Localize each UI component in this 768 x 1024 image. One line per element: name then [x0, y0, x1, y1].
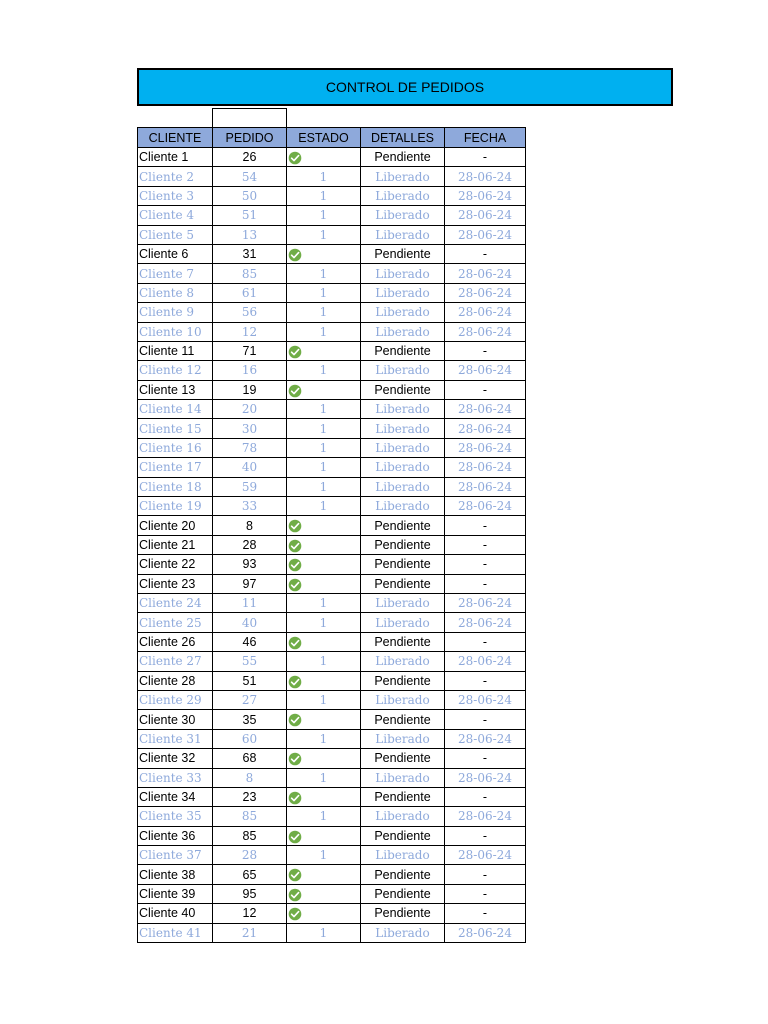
table-row: [138, 497, 526, 516]
cell-pedido[interactable]: 16: [213, 361, 287, 380]
gap-line-top: [212, 108, 287, 109]
table-row: [138, 613, 526, 632]
cell-detalles[interactable]: Pendiente: [361, 904, 445, 923]
cell-pedido[interactable]: 85: [213, 807, 287, 826]
cell-pedido[interactable]: 30: [213, 419, 287, 438]
cell-fecha[interactable]: 28-06-24: [445, 264, 526, 283]
gap-line-right: [286, 108, 287, 127]
cell-fecha[interactable]: 28-06-24: [445, 613, 526, 632]
cell-detalles[interactable]: Pendiente: [361, 865, 445, 884]
header-detalles[interactable]: DETALLES: [361, 128, 445, 148]
cell-estado[interactable]: [287, 244, 361, 263]
cell-cliente[interactable]: Cliente 40: [138, 904, 213, 923]
table-row: [138, 884, 526, 903]
table-row: [138, 632, 526, 651]
cell-fecha[interactable]: 28-06-24: [445, 283, 526, 302]
cell-estado[interactable]: [287, 884, 361, 903]
check-circle-icon: [288, 519, 302, 533]
cell-cliente[interactable]: Cliente 9: [138, 303, 213, 322]
cell-estado[interactable]: 1: [287, 264, 361, 283]
cell-estado[interactable]: 1: [287, 846, 361, 865]
cell-detalles[interactable]: Pendiente: [361, 341, 445, 360]
cell-pedido[interactable]: 56: [213, 303, 287, 322]
cell-estado[interactable]: [287, 865, 361, 884]
cell-fecha[interactable]: -: [445, 535, 526, 554]
cell-estado[interactable]: 1: [287, 690, 361, 709]
cell-fecha[interactable]: 28-06-24: [445, 206, 526, 225]
cell-pedido[interactable]: 19: [213, 380, 287, 399]
cell-estado[interactable]: 1: [287, 729, 361, 748]
table-body: [138, 148, 526, 943]
table-row: [138, 904, 526, 923]
table-row: [138, 477, 526, 496]
cell-estado[interactable]: 1: [287, 593, 361, 612]
table-row: [138, 206, 526, 225]
cell-pedido[interactable]: 68: [213, 749, 287, 768]
cell-cliente[interactable]: Cliente 35: [138, 807, 213, 826]
header-cliente[interactable]: CLIENTE: [138, 128, 213, 148]
table-row: [138, 244, 526, 263]
cell-fecha[interactable]: 28-06-24: [445, 768, 526, 787]
check-circle-icon: [288, 558, 302, 572]
cell-detalles[interactable]: Pendiente: [361, 555, 445, 574]
cell-fecha[interactable]: 28-06-24: [445, 652, 526, 671]
cell-fecha[interactable]: 28-06-24: [445, 303, 526, 322]
cell-fecha[interactable]: 28-06-24: [445, 186, 526, 205]
cell-pedido[interactable]: 27: [213, 690, 287, 709]
table-row: [138, 264, 526, 283]
cell-pedido[interactable]: 93: [213, 555, 287, 574]
cell-estado[interactable]: [287, 341, 361, 360]
table-row: [138, 225, 526, 244]
cell-detalles[interactable]: Liberado: [361, 613, 445, 632]
cell-cliente[interactable]: Cliente 29: [138, 690, 213, 709]
cell-estado[interactable]: 1: [287, 477, 361, 496]
cell-fecha[interactable]: -: [445, 632, 526, 651]
cell-detalles[interactable]: Pendiente: [361, 671, 445, 690]
cell-cliente[interactable]: Cliente 13: [138, 380, 213, 399]
table-row: [138, 380, 526, 399]
cell-estado[interactable]: 1: [287, 303, 361, 322]
sheet-title: [137, 68, 673, 106]
table-row: [138, 458, 526, 477]
cell-detalles[interactable]: Liberado: [361, 400, 445, 419]
cell-pedido[interactable]: 51: [213, 206, 287, 225]
cell-estado[interactable]: 1: [287, 458, 361, 477]
table-row: [138, 419, 526, 438]
cell-fecha[interactable]: 28-06-24: [445, 458, 526, 477]
cell-cliente[interactable]: Cliente 1: [138, 148, 213, 167]
header-estado[interactable]: ESTADO: [287, 128, 361, 148]
cell-cliente[interactable]: Cliente 15: [138, 419, 213, 438]
cell-estado[interactable]: 1: [287, 652, 361, 671]
cell-pedido[interactable]: 21: [213, 923, 287, 942]
cell-estado[interactable]: [287, 516, 361, 535]
cell-detalles[interactable]: Liberado: [361, 167, 445, 186]
cell-estado[interactable]: 1: [287, 186, 361, 205]
cell-cliente[interactable]: Cliente 27: [138, 652, 213, 671]
cell-pedido[interactable]: 8: [213, 516, 287, 535]
table-row: [138, 167, 526, 186]
cell-cliente[interactable]: Cliente 12: [138, 361, 213, 380]
cell-cliente[interactable]: Cliente 33: [138, 768, 213, 787]
cell-detalles[interactable]: Pendiente: [361, 380, 445, 399]
cell-detalles[interactable]: Liberado: [361, 225, 445, 244]
cell-estado[interactable]: [287, 148, 361, 167]
cell-detalles[interactable]: Liberado: [361, 438, 445, 457]
check-circle-icon: [288, 791, 302, 805]
cell-fecha[interactable]: -: [445, 710, 526, 729]
cell-pedido[interactable]: 60: [213, 729, 287, 748]
cell-pedido[interactable]: 40: [213, 613, 287, 632]
cell-detalles[interactable]: Liberado: [361, 807, 445, 826]
cell-cliente[interactable]: Cliente 38: [138, 865, 213, 884]
cell-estado[interactable]: [287, 904, 361, 923]
check-circle-icon: [288, 888, 302, 902]
column-header-row: [138, 128, 526, 148]
cell-fecha[interactable]: -: [445, 865, 526, 884]
cell-pedido[interactable]: 28: [213, 846, 287, 865]
cell-fecha[interactable]: -: [445, 671, 526, 690]
cell-detalles[interactable]: Pendiente: [361, 710, 445, 729]
cell-fecha[interactable]: -: [445, 244, 526, 263]
check-circle-icon: [288, 151, 302, 165]
cell-detalles[interactable]: Pendiente: [361, 632, 445, 651]
cell-estado[interactable]: 1: [287, 225, 361, 244]
cell-pedido[interactable]: 95: [213, 884, 287, 903]
check-circle-icon: [288, 713, 302, 727]
table-row: [138, 807, 526, 826]
cell-detalles[interactable]: Pendiente: [361, 749, 445, 768]
cell-fecha[interactable]: 28-06-24: [445, 497, 526, 516]
cell-detalles[interactable]: Liberado: [361, 186, 445, 205]
cell-cliente[interactable]: Cliente 24: [138, 593, 213, 612]
cell-pedido[interactable]: 33: [213, 497, 287, 516]
cell-fecha[interactable]: 28-06-24: [445, 225, 526, 244]
cell-fecha[interactable]: 28-06-24: [445, 846, 526, 865]
cell-estado[interactable]: [287, 535, 361, 554]
cell-cliente[interactable]: Cliente 17: [138, 458, 213, 477]
cell-detalles[interactable]: Liberado: [361, 497, 445, 516]
cell-pedido[interactable]: 31: [213, 244, 287, 263]
cell-estado[interactable]: 1: [287, 497, 361, 516]
cell-pedido[interactable]: 11: [213, 593, 287, 612]
table-row: [138, 923, 526, 942]
cell-estado[interactable]: [287, 710, 361, 729]
cell-detalles[interactable]: Liberado: [361, 768, 445, 787]
table-row: [138, 555, 526, 574]
cell-pedido[interactable]: 28: [213, 535, 287, 554]
cell-cliente[interactable]: Cliente 18: [138, 477, 213, 496]
cell-pedido[interactable]: 59: [213, 477, 287, 496]
cell-cliente[interactable]: Cliente 41: [138, 923, 213, 942]
cell-fecha[interactable]: 28-06-24: [445, 322, 526, 341]
cell-cliente[interactable]: Cliente 31: [138, 729, 213, 748]
cell-detalles[interactable]: Liberado: [361, 303, 445, 322]
cell-pedido[interactable]: 26: [213, 148, 287, 167]
cell-estado[interactable]: 1: [287, 438, 361, 457]
cell-detalles[interactable]: Liberado: [361, 322, 445, 341]
cell-pedido[interactable]: 23: [213, 787, 287, 806]
cell-cliente[interactable]: Cliente 20: [138, 516, 213, 535]
table-row: [138, 749, 526, 768]
cell-pedido[interactable]: 35: [213, 710, 287, 729]
cell-estado[interactable]: 1: [287, 322, 361, 341]
header-gap-lines: [0, 0, 768, 130]
cell-pedido[interactable]: 51: [213, 671, 287, 690]
cell-cliente[interactable]: Cliente 14: [138, 400, 213, 419]
cell-detalles[interactable]: Pendiente: [361, 516, 445, 535]
cell-pedido[interactable]: 20: [213, 400, 287, 419]
cell-detalles[interactable]: Pendiente: [361, 884, 445, 903]
cell-fecha[interactable]: -: [445, 574, 526, 593]
cell-fecha[interactable]: -: [445, 380, 526, 399]
cell-detalles[interactable]: Liberado: [361, 652, 445, 671]
cell-pedido[interactable]: 55: [213, 652, 287, 671]
cell-fecha[interactable]: -: [445, 555, 526, 574]
cell-cliente[interactable]: Cliente 5: [138, 225, 213, 244]
cell-cliente[interactable]: Cliente 22: [138, 555, 213, 574]
cell-estado[interactable]: 1: [287, 400, 361, 419]
cell-cliente[interactable]: Cliente 28: [138, 671, 213, 690]
table-row: [138, 671, 526, 690]
cell-fecha[interactable]: 28-06-24: [445, 923, 526, 942]
cell-estado[interactable]: 1: [287, 923, 361, 942]
cell-estado[interactable]: [287, 632, 361, 651]
cell-estado[interactable]: [287, 555, 361, 574]
cell-cliente[interactable]: Cliente 30: [138, 710, 213, 729]
cell-cliente[interactable]: Cliente 39: [138, 884, 213, 903]
cell-estado[interactable]: [287, 787, 361, 806]
cell-pedido[interactable]: 54: [213, 167, 287, 186]
cell-detalles[interactable]: Pendiente: [361, 826, 445, 845]
cell-pedido[interactable]: 85: [213, 826, 287, 845]
cell-cliente[interactable]: Cliente 23: [138, 574, 213, 593]
cell-pedido[interactable]: 65: [213, 865, 287, 884]
cell-estado[interactable]: 1: [287, 613, 361, 632]
cell-fecha[interactable]: -: [445, 148, 526, 167]
cell-cliente[interactable]: Cliente 16: [138, 438, 213, 457]
header-fecha[interactable]: FECHA: [445, 128, 526, 148]
table-row: [138, 710, 526, 729]
cell-estado[interactable]: 1: [287, 167, 361, 186]
cell-fecha[interactable]: 28-06-24: [445, 438, 526, 457]
table-row: [138, 322, 526, 341]
cell-pedido[interactable]: 40: [213, 458, 287, 477]
cell-pedido[interactable]: 12: [213, 322, 287, 341]
cell-estado[interactable]: [287, 826, 361, 845]
cell-cliente[interactable]: Cliente 3: [138, 186, 213, 205]
cell-cliente[interactable]: Cliente 21: [138, 535, 213, 554]
cell-cliente[interactable]: Cliente 7: [138, 264, 213, 283]
cell-cliente[interactable]: Cliente 25: [138, 613, 213, 632]
cell-cliente[interactable]: Cliente 8: [138, 283, 213, 302]
cell-pedido[interactable]: 50: [213, 186, 287, 205]
cell-fecha[interactable]: -: [445, 749, 526, 768]
table-row: [138, 593, 526, 612]
check-circle-icon: [288, 578, 302, 592]
cell-fecha[interactable]: -: [445, 341, 526, 360]
header-pedido[interactable]: PEDIDO: [213, 128, 287, 148]
cell-fecha[interactable]: 28-06-24: [445, 593, 526, 612]
cell-cliente[interactable]: Cliente 32: [138, 749, 213, 768]
cell-estado[interactable]: 1: [287, 206, 361, 225]
cell-pedido[interactable]: 13: [213, 225, 287, 244]
check-circle-icon: [288, 539, 302, 553]
cell-fecha[interactable]: -: [445, 826, 526, 845]
check-circle-icon: [288, 830, 302, 844]
cell-cliente[interactable]: Cliente 6: [138, 244, 213, 263]
cell-estado[interactable]: [287, 749, 361, 768]
cell-cliente[interactable]: Cliente 4: [138, 206, 213, 225]
check-circle-icon: [288, 907, 302, 921]
table-row: [138, 768, 526, 787]
cell-estado[interactable]: 1: [287, 283, 361, 302]
cell-cliente[interactable]: Cliente 26: [138, 632, 213, 651]
cell-pedido[interactable]: 85: [213, 264, 287, 283]
cell-detalles[interactable]: Liberado: [361, 690, 445, 709]
cell-pedido[interactable]: 97: [213, 574, 287, 593]
table-row: [138, 574, 526, 593]
cell-fecha[interactable]: -: [445, 904, 526, 923]
cell-pedido[interactable]: 8: [213, 768, 287, 787]
cell-fecha[interactable]: -: [445, 884, 526, 903]
cell-detalles[interactable]: Pendiente: [361, 535, 445, 554]
cell-pedido[interactable]: 12: [213, 904, 287, 923]
cell-detalles[interactable]: Liberado: [361, 264, 445, 283]
table-row: [138, 826, 526, 845]
cell-fecha[interactable]: -: [445, 787, 526, 806]
cell-estado[interactable]: 1: [287, 419, 361, 438]
cell-cliente[interactable]: Cliente 34: [138, 787, 213, 806]
cell-cliente[interactable]: Cliente 19: [138, 497, 213, 516]
cell-detalles[interactable]: Pendiente: [361, 148, 445, 167]
table-row: [138, 516, 526, 535]
table-row: [138, 303, 526, 322]
table-row: [138, 361, 526, 380]
cell-detalles[interactable]: Liberado: [361, 419, 445, 438]
cell-fecha[interactable]: 28-06-24: [445, 419, 526, 438]
cell-cliente[interactable]: Cliente 10: [138, 322, 213, 341]
cell-pedido[interactable]: 71: [213, 341, 287, 360]
cell-estado[interactable]: 1: [287, 768, 361, 787]
cell-detalles[interactable]: Liberado: [361, 206, 445, 225]
cell-detalles[interactable]: Liberado: [361, 923, 445, 942]
cell-detalles[interactable]: Liberado: [361, 846, 445, 865]
cell-detalles[interactable]: Liberado: [361, 477, 445, 496]
orders-table: [137, 127, 526, 943]
title-text: CONTROL DE PEDIDOS: [325, 79, 485, 95]
cell-fecha[interactable]: 28-06-24: [445, 807, 526, 826]
table-row: [138, 535, 526, 554]
check-circle-icon: [288, 868, 302, 882]
cell-estado[interactable]: [287, 574, 361, 593]
cell-detalles[interactable]: Pendiente: [361, 244, 445, 263]
cell-detalles[interactable]: Liberado: [361, 729, 445, 748]
check-circle-icon: [288, 636, 302, 650]
table-row: [138, 283, 526, 302]
check-circle-icon: [288, 752, 302, 766]
cell-detalles[interactable]: Liberado: [361, 458, 445, 477]
cell-fecha[interactable]: 28-06-24: [445, 167, 526, 186]
cell-fecha[interactable]: 28-06-24: [445, 361, 526, 380]
cell-detalles[interactable]: Liberado: [361, 283, 445, 302]
cell-fecha[interactable]: 28-06-24: [445, 400, 526, 419]
table-row: [138, 400, 526, 419]
cell-detalles[interactable]: Liberado: [361, 361, 445, 380]
table-row: [138, 341, 526, 360]
cell-detalles[interactable]: Liberado: [361, 593, 445, 612]
table-row: [138, 787, 526, 806]
cell-estado[interactable]: 1: [287, 807, 361, 826]
cell-pedido[interactable]: 78: [213, 438, 287, 457]
cell-estado[interactable]: 1: [287, 361, 361, 380]
cell-pedido[interactable]: 61: [213, 283, 287, 302]
cell-detalles[interactable]: Pendiente: [361, 574, 445, 593]
table-row: [138, 846, 526, 865]
cell-fecha[interactable]: 28-06-24: [445, 477, 526, 496]
check-circle-icon: [288, 675, 302, 689]
cell-fecha[interactable]: 28-06-24: [445, 690, 526, 709]
cell-estado[interactable]: [287, 671, 361, 690]
cell-pedido[interactable]: 46: [213, 632, 287, 651]
cell-fecha[interactable]: 28-06-24: [445, 729, 526, 748]
table-row: [138, 729, 526, 748]
table-row: [138, 865, 526, 884]
check-circle-icon: [288, 248, 302, 262]
table-row: [138, 690, 526, 709]
table-row: [138, 186, 526, 205]
table-row: [138, 652, 526, 671]
table-row: [138, 438, 526, 457]
check-circle-icon: [288, 384, 302, 398]
table-row: [138, 148, 526, 167]
cell-cliente[interactable]: Cliente 37: [138, 846, 213, 865]
cell-cliente[interactable]: Cliente 2: [138, 167, 213, 186]
check-circle-icon: [288, 345, 302, 359]
cell-cliente[interactable]: Cliente 11: [138, 341, 213, 360]
cell-fecha[interactable]: -: [445, 516, 526, 535]
cell-estado[interactable]: [287, 380, 361, 399]
cell-detalles[interactable]: Pendiente: [361, 787, 445, 806]
gap-line-left: [212, 108, 213, 127]
cell-cliente[interactable]: Cliente 36: [138, 826, 213, 845]
